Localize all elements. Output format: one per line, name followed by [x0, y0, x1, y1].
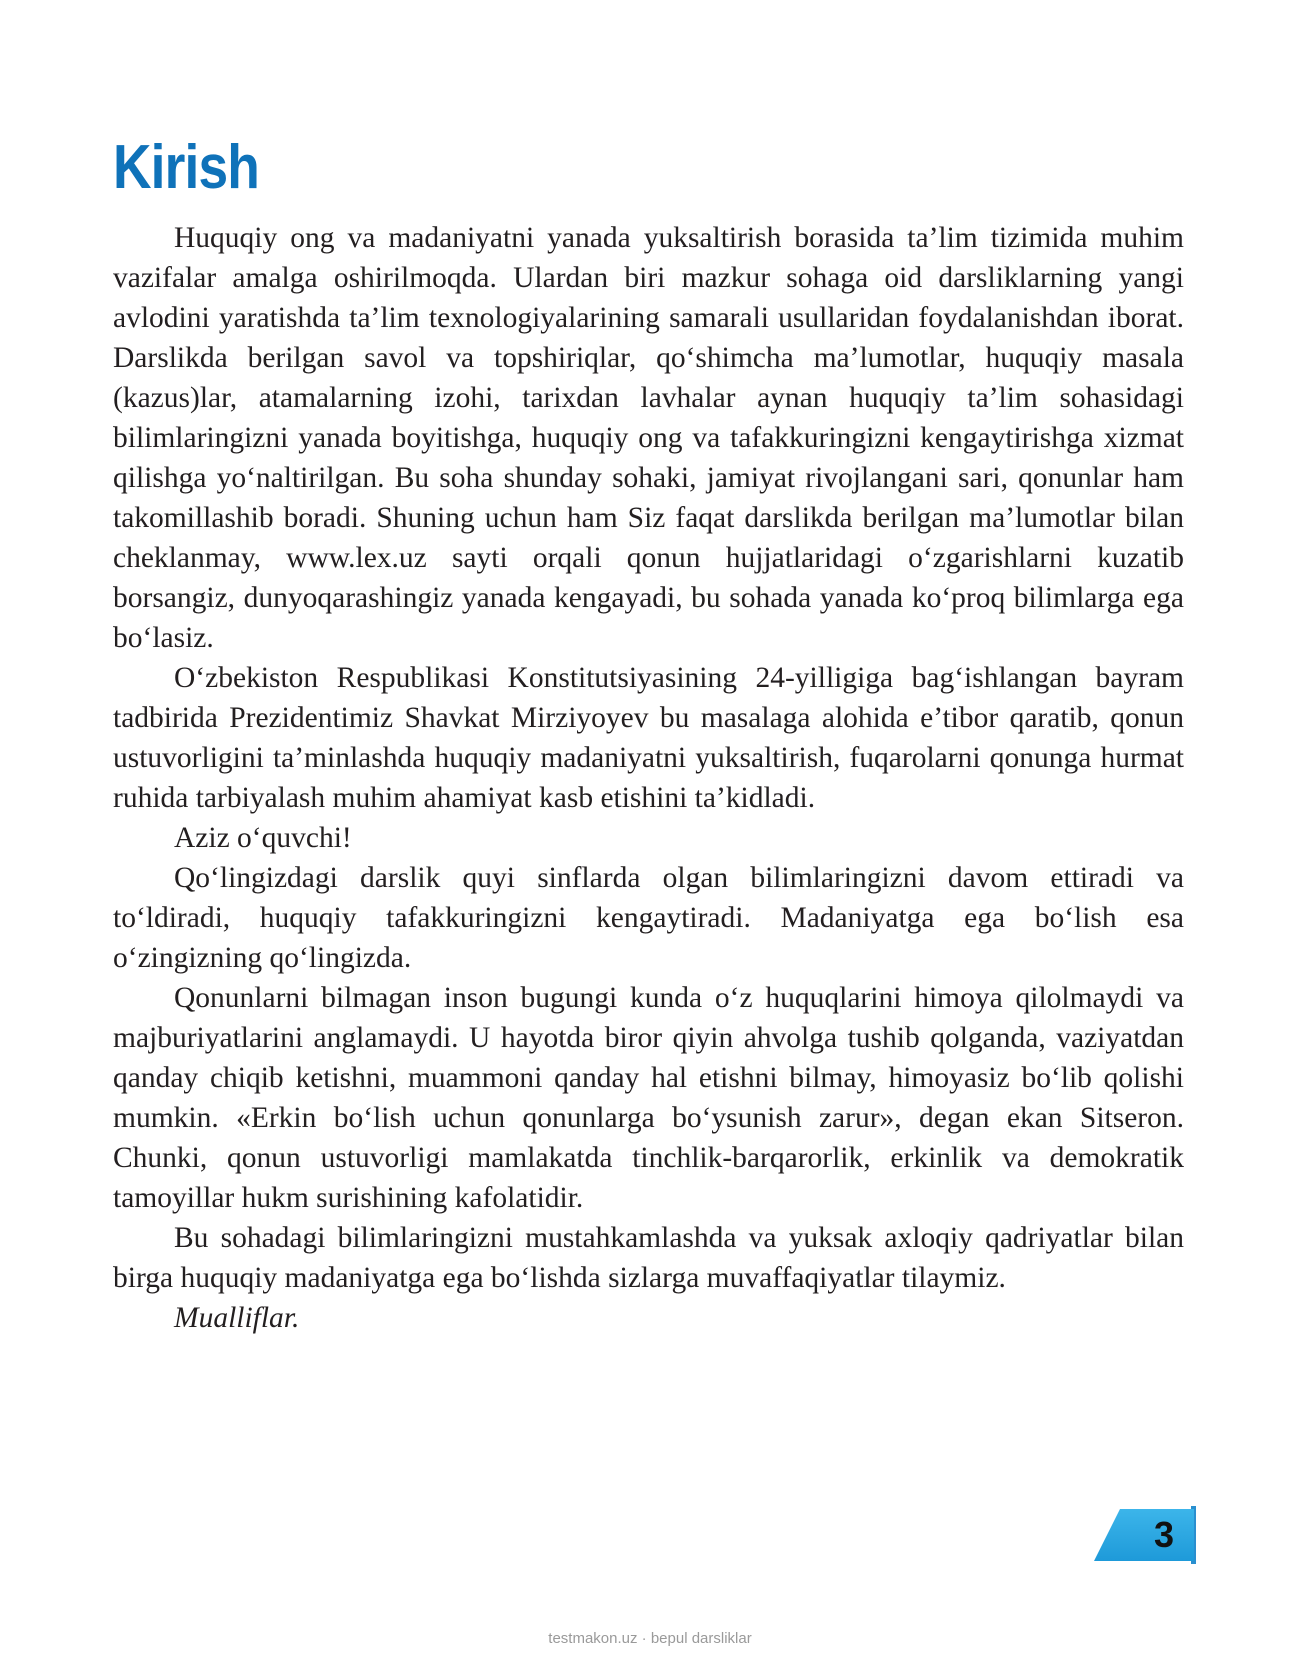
- signature: Mualliflar.: [174, 1302, 300, 1334]
- paragraph-textbook: Qo‘lingizdagi darslik quyi sinflarda olgan bilimlaringizni davom ettiradi va to‘ldiradi, huquqiy tafakkuringizni kengaytiradi. Madaniyatga ega bo‘lish esa o‘zingizning qo‘lingizda.: [113, 862, 1184, 974]
- paragraph-greeting: Aziz o‘quvchi!: [174, 822, 352, 854]
- paragraph-president: O‘zbekiston Respublikasi Konstitutsiyasining 24-yilligiga bag‘ishlangan bayram tadbirida Prezidentimiz Shavkat Mirziyoyev bu masalaga alohida e’tibor qaratib, qonun ustuvorligini ta’minlashda huquqiy madaniyatni yuksaltirish, fuqarolarni qonunga hurmat ruhida tarbiyalash muhim ahamiyat kasb etishini ta’kidladi.: [113, 662, 1184, 814]
- paragraph-laws: Qonunlarni bilmagan inson bugungi kunda o‘z huquqlarini himoya qilolmaydi va majburiyatlarini anglamaydi. U hayotda biror qiyin ahvolga tushib qolganda, vaziyatdan qanday chiqib ketishni, muammoni qanday hal etishni bilmay, himoyasiz bo‘lib qolishi mumkin. «Erkin bo‘lish uchun qonunlarga bo‘ysunish zarur», degan ekan Sitseron. Chunki, qonun ustuvorligi mamlakatda tinchlik-barqarorlik, erkinlik va demokratik tamoyillar hukm surishining kafolatidir.: [113, 982, 1184, 1214]
- paragraph-intro: Huquqiy ong va madaniyatni yanada yuksaltirish borasida ta’lim tizimida muhim vazifalar amalga oshirilmoqda. Ulardan biri mazkur sohaga oid darsliklarning yangi avlodini yaratishda ta’lim texnologiyalarining samarali usullaridan foydalanishdan iborat. Darslikda berilgan savol va topshiriqlar, qo‘shimcha ma’lumotlar, huquqiy masala (kazus)lar, atamalarning izohi, tarixdan lavhalar aynan huquqiy ta’lim sohasidagi bilimlaringizni yanada boyitishga, huquqiy ong va tafakkuringizni kengaytirishga xizmat qilishga yo‘naltirilgan. Bu soha shunday sohaki, jamiyat rivojlangani sari, qonunlar ham takomillashib boradi. Shuning uchun ham Siz faqat darslikda berilgan ma’lumotlar bilan cheklanmay, www.lex.uz sayti orqali qonun hujjatlaridagi o‘zgarishlarni kuzatib borsangiz, dunyoqarashingiz yanada kengayadi, bu sohada yanada ko‘proq bilimlarga ega bo‘lasiz.: [113, 222, 1184, 654]
- paragraph-wishes: Bu sohadagi bilimlaringizni mustahkamlashda va yuksak axloqiy qadriyatlar bilan birga huquqiy madaniyatga ega bo‘lishda sizlarga muvaffaqiyatlar tilaymiz.: [113, 1222, 1184, 1294]
- page-title: Kirish: [113, 133, 259, 202]
- body-text: [113, 218, 1184, 1338]
- page-number: 3: [1153, 1514, 1175, 1555]
- footer-watermark: testmakon.uz · bepul darsliklar: [548, 1630, 752, 1647]
